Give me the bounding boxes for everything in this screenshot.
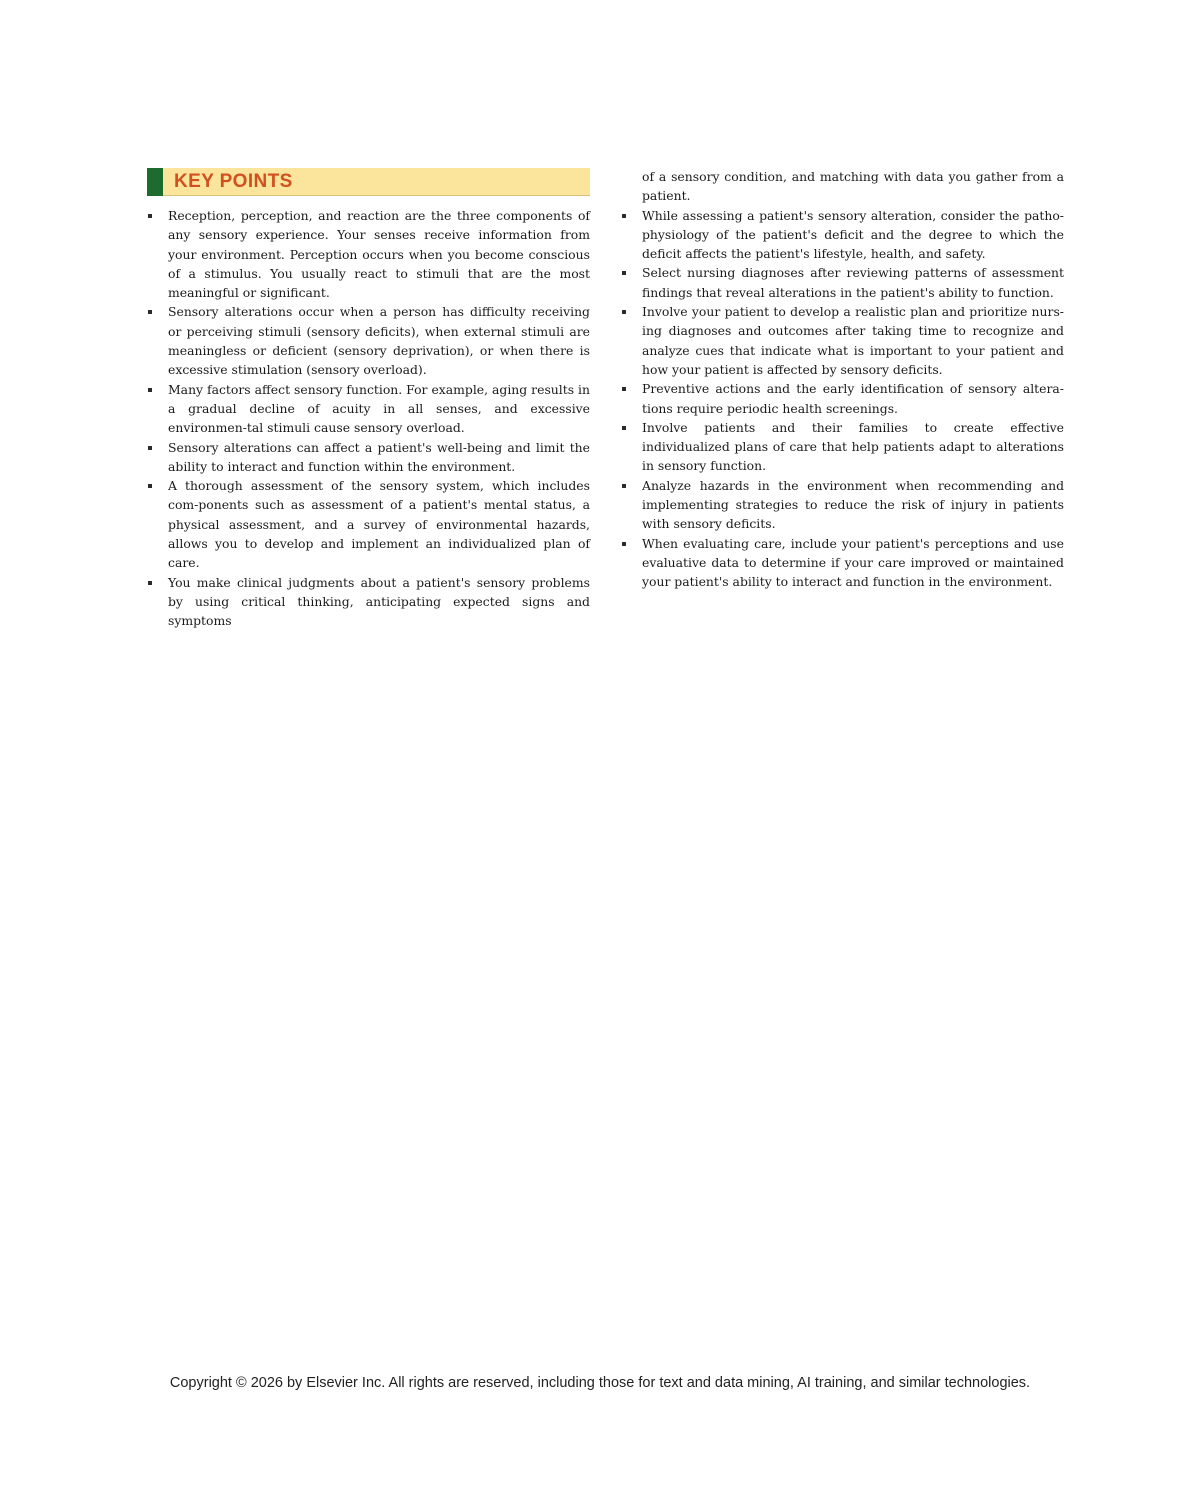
list-item-text: You make clinical judgments about a patient's sensory problems by using critical thinking, anticipating expected signs and symptoms [168, 574, 590, 629]
list-item-text: Select nursing diagnoses after reviewing patterns of assessment findings that reveal alterations in the patient's ability to function. [642, 265, 1064, 300]
bullet-icon [622, 271, 626, 275]
list-item [147, 476, 590, 572]
bullet-icon [148, 446, 152, 450]
list-item [147, 302, 590, 379]
list-item-text: Sensory alterations occur when a person has difficulty receiving or perceiving stimuli (sensory deficits), when external stimuli are meaningless or deficient (sensory deprivation), or when there is excessive stimulation (sensory overload). [168, 304, 590, 378]
list-item-text: Sensory alterations can affect a patient's well-being and limit the ability to interact and function within the environment. [168, 439, 590, 474]
right-column [621, 167, 1064, 592]
key-points-list-right [621, 206, 1064, 592]
bullet-icon [622, 426, 626, 430]
list-item-text: Analyze hazards in the environment when recommending and implementing strategies to reduce the risk of injury in patients with sensory deficits. [642, 477, 1064, 532]
list-item [621, 206, 1064, 264]
list-item-text: A thorough assessment of the sensory system, which includes com-ponents such as assessment of a patient's mental status, a physical assessment, and a survey of environmental hazards, allows you to develop and implement an individualized plan of care. [168, 478, 590, 571]
continued-text: of a sensory condition, and matching with data you gather from a patient. [642, 169, 1064, 204]
header-accent-bar [147, 168, 163, 196]
bullet-icon [622, 484, 626, 488]
list-item [621, 418, 1064, 476]
list-item [621, 534, 1064, 592]
bullet-icon [622, 310, 626, 314]
list-item [147, 573, 590, 631]
list-item-text: While assessing a patient's sensory alteration, consider the patho-physiology of the patient's deficit and the degree to which the deficit affects the patient's lifestyle, health, and safety. [642, 207, 1064, 262]
bullet-icon [622, 542, 626, 546]
list-item [147, 438, 590, 477]
bullet-icon [148, 214, 152, 218]
list-item-text: Involve your patient to develop a realistic plan and prioritize nurs-ing diagnoses and outcomes after taking time to recognize and analyze cues that indicate what is important to your patient and how your patient is affected by sensory deficits. [642, 304, 1064, 377]
list-item-text: Reception, perception, and reaction are the three components of any sensory experience. Your senses receive information from your environment. Perception occurs when you become conscious of a stimulus. You usually react to stimuli that are the most meaningful or significant. [168, 208, 590, 301]
section-title: KEY POINTS [174, 171, 293, 192]
list-item [621, 302, 1064, 379]
bullet-icon [148, 581, 152, 585]
list-item [147, 206, 590, 302]
bullet-icon [622, 387, 626, 391]
copyright-footer: Copyright © 2026 by Elsevier Inc. All rights are reserved, including those for text and data mining, AI training, and similar technologies. [169, 1375, 1031, 1391]
list-item-text: Preventive actions and the early identification of sensory altera-tions require periodic health screenings. [642, 381, 1064, 416]
list-item [621, 263, 1064, 302]
list-item [147, 380, 590, 438]
bullet-icon [148, 388, 152, 392]
list-item [621, 379, 1064, 418]
bullet-icon [148, 484, 152, 488]
list-item [621, 476, 1064, 534]
list-item-text: Many factors affect sensory function. For example, aging results in a gradual decline of acuity in all senses, and excessive environmen-tal stimuli cause sensory overload. [168, 381, 590, 436]
bullet-icon [622, 214, 626, 218]
key-points-header [147, 168, 590, 196]
list-item-text: Involve patients and their families to create effective individualized plans of care that help patients adapt to alterations in sensory function. [642, 419, 1064, 474]
key-points-list-left [147, 206, 590, 631]
bullet-icon [148, 310, 152, 314]
list-item-text: When evaluating care, include your patient's perceptions and use evaluative data to determine if your care improved or maintained your patient's ability to interact and function in the environment. [642, 535, 1064, 590]
left-column [147, 168, 590, 631]
